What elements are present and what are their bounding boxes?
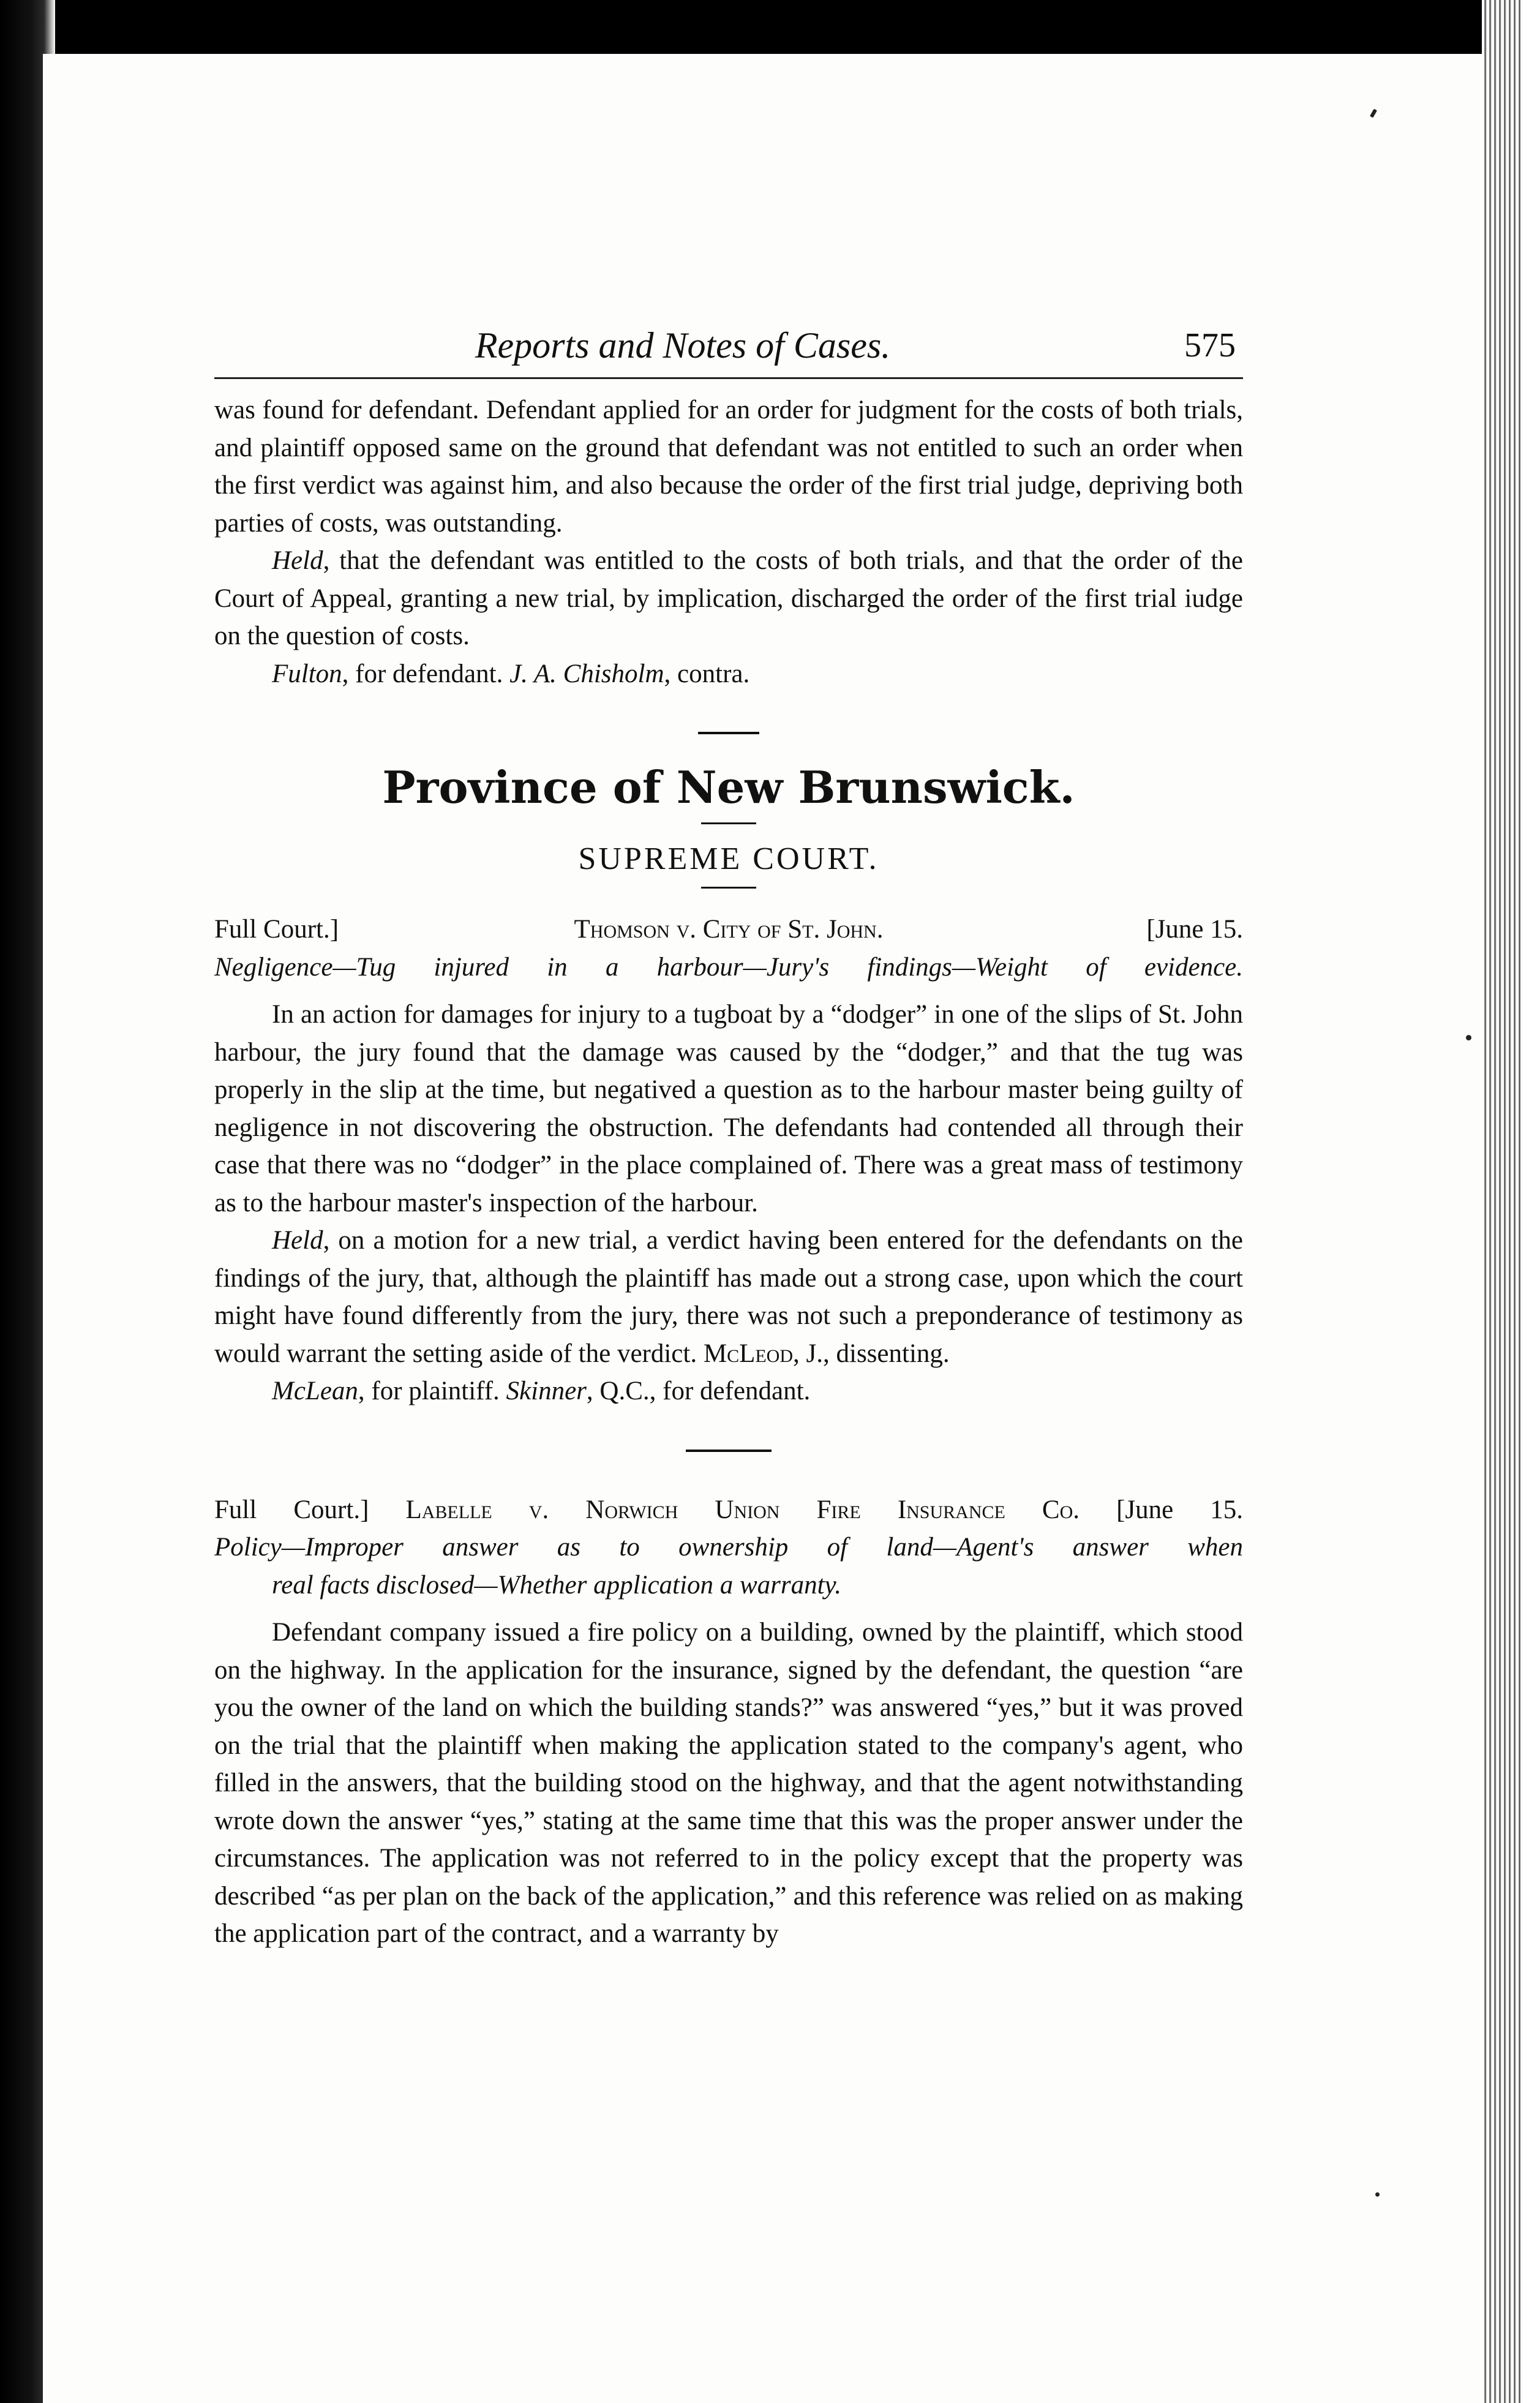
case1-headnote: Negligence—Tug injured in a harbour—Jury's findings—Weight of evidence. — [214, 952, 1243, 982]
dissent-text: , dissenting. — [823, 1339, 950, 1368]
page-content — [214, 325, 1243, 1953]
intro-paragraph: was found for defendant. Defendant applied for an order for judgment for the costs of both trials, and plaintiff opposed same on the ground that defendant was not entitled to such an order when the first verdict was against him, and also because the order of the first trial judge, depriving both parties of costs, was outstanding. — [214, 396, 1243, 538]
counsel-name: McLean — [272, 1377, 358, 1405]
intro-counsel-line — [214, 655, 1243, 693]
page-number: 575 — [1184, 326, 1236, 364]
counsel-role: , for plaintiff. — [358, 1377, 506, 1405]
case1-title: Thomson v. City of St. John. — [574, 914, 884, 944]
case2-headnote — [214, 1529, 1243, 1604]
case1-caption — [214, 911, 1243, 949]
case1-held-paragraph — [214, 1222, 1243, 1372]
counsel-role: , contra. — [664, 659, 750, 688]
counsel-name: Fulton — [272, 659, 342, 688]
held-text: , on a motion for a new trial, a verdict having been entered for the defendants on the findings of the jury, that, although the plaintiff has made out a strong case, upon which the court might have found differently from the jury, there was not such a preponderance of testimony as would warrant the setting aside of the verdict. — [214, 1226, 1243, 1368]
court-heading: SUPREME COURT. — [578, 841, 879, 876]
case2-title: Labelle v. Norwich Union Fire Insurance Co. — [405, 1495, 1080, 1524]
counsel-role: , for defendant. — [342, 659, 510, 688]
counsel-name: J. A. Chisholm — [509, 659, 664, 688]
scan-right-edge — [1482, 0, 1540, 2403]
dissent-judge: McLeod, J. — [703, 1339, 823, 1368]
case2-court: Full Court.] — [214, 1495, 369, 1524]
case1-court: Full Court.] — [214, 914, 339, 944]
case1-counsel-line — [214, 1372, 1243, 1410]
heading-rule — [701, 887, 756, 889]
case2-headnote-line2: real facts disclosed—Whether application a warranty. — [272, 1570, 842, 1600]
case2-body: Defendant company issued a fire policy on a building, owned by the plaintiff, which stood on the highway. In the application for the insurance, signed by the defendant, the question “are you the owner of the land on which the building stands?” was answered “yes,” but it was proved on the trial that the plaintiff when making the application stated to the company's agent, who filled in the answers, that the building stood on the highway, and that the agent notwithstanding wrote down the answer “yes,” stating at the same time that this was the proper answer under the circumstances. The application was not referred to in the policy except that the property was described “as per plan on the back of the application,” and this reference was relied on as making the application part of the contract, and a warranty by — [214, 1618, 1243, 1948]
case1-date: [June 15. — [1146, 914, 1243, 944]
case1-body: In an action for damages for injury to a tugboat by a “dodger” in one of the slips of St. John harbour, the jury found that the damage was caused by the “dodger,” and that the tug was properly in the slip at the time, but negatived a question as to the harbour master being guilty of negligence in not discovering the obstruction. The defendants had contended all through their case that there was no “dodger” in the place complained of. There was a great mass of testimony as to the harbour master's inspection of the harbour. — [214, 1000, 1243, 1217]
running-head-title: Reports and Notes of Cases. — [475, 325, 891, 366]
stray-mark — [1466, 1035, 1471, 1040]
section-rule — [698, 732, 759, 734]
held-word: Held — [272, 546, 323, 575]
counsel-name: Skinner — [506, 1377, 587, 1405]
case2-caption — [214, 1491, 1243, 1529]
running-head — [214, 325, 1243, 379]
intro-held-paragraph — [214, 542, 1243, 655]
heading-rule — [701, 822, 756, 824]
case-separator-rule — [686, 1450, 772, 1452]
held-word: Held — [272, 1226, 323, 1255]
counsel-role: , Q.C., for defendant. — [586, 1377, 811, 1405]
case2-headnote-line1: Policy—Improper answer as to ownership of land—Agent's answer when — [214, 1533, 1243, 1562]
held-text: , that the defendant was entitled to the costs of both trials, and that the order of the Court of Appeal, granting a new trial, by implication, discharged the order of the first trial iudge on the question of costs. — [214, 546, 1243, 650]
stray-mark — [1375, 2192, 1380, 2197]
province-heading: Province of New Brunswick. — [382, 761, 1075, 813]
case2-date: [June 15. — [1116, 1495, 1244, 1524]
